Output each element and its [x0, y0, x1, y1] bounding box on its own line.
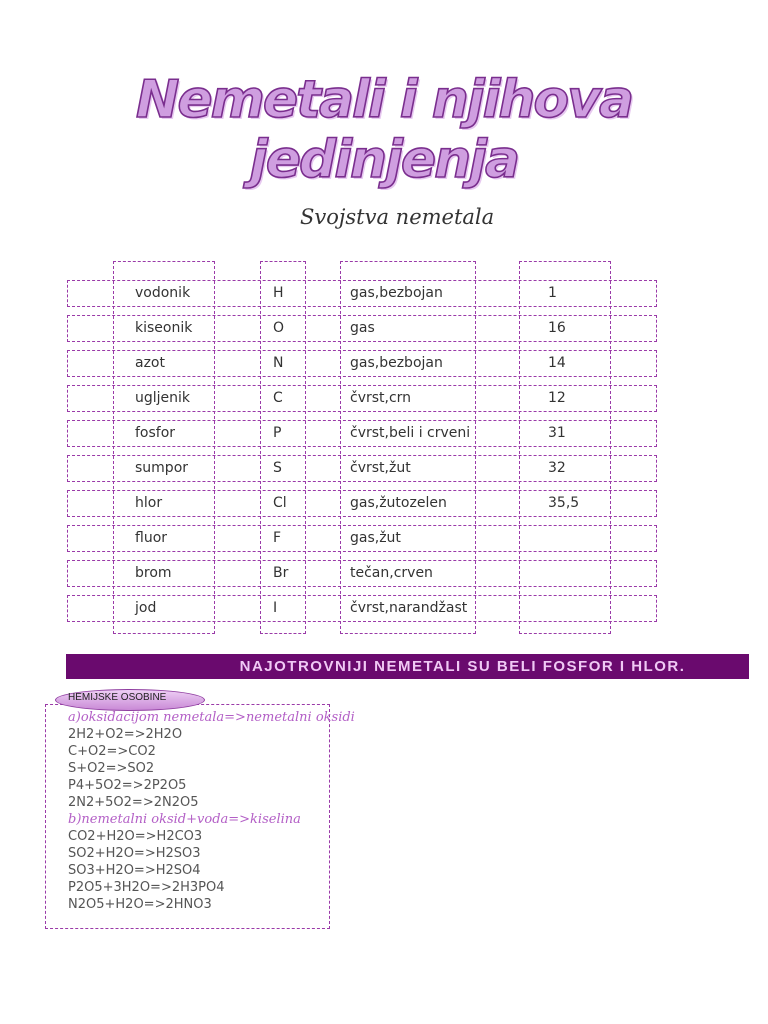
element-name: kiseonik — [135, 320, 193, 336]
element-name: jod — [135, 600, 157, 616]
element-property: gas,bezbojan — [350, 285, 443, 301]
reaction-equation: N2O5+H2O=>2HNO3 — [68, 897, 212, 912]
reaction-equation: P4+5O2=>2P2O5 — [68, 778, 187, 793]
element-property: gas,žut — [350, 530, 401, 546]
element-name: brom — [135, 565, 172, 581]
element-property: gas,bezbojan — [350, 355, 443, 371]
element-atomic-mass: 31 — [548, 425, 566, 441]
reaction-equation: CO2+H2O=>H2CO3 — [68, 829, 203, 844]
element-name: fluor — [135, 530, 168, 546]
element-atomic-mass: 35,5 — [548, 495, 580, 511]
element-atomic-mass: 14 — [548, 355, 566, 371]
reaction-equation: 2N2+5O2=>2N2O5 — [68, 795, 199, 810]
section-subtitle: Svojstva nemetala — [300, 205, 495, 229]
element-atomic-mass: 32 — [548, 460, 566, 476]
warning-banner: NAJOTROVNIJI NEMETALI SU BELI FOSFOR I HLOR. — [66, 654, 749, 679]
element-name: vodonik — [135, 285, 191, 301]
reaction-heading: b)nemetalni oksid+voda=>kiselina — [68, 812, 301, 827]
element-property: gas — [350, 320, 375, 336]
element-name: azot — [135, 355, 165, 371]
element-name: fosfor — [135, 425, 176, 441]
reaction-equation: S+O2=>SO2 — [68, 761, 155, 776]
element-property: čvrst,narandžast — [350, 600, 468, 616]
reaction-heading: a)oksidacijom nemetala=>nemetalni oksidi — [68, 710, 355, 725]
reaction-equation: SO3+H2O=>H2SO4 — [68, 863, 201, 878]
element-property: čvrst,crn — [350, 390, 412, 406]
reaction-equation: 2H2+O2=>2H2O — [68, 727, 183, 742]
element-symbol: H — [273, 285, 284, 301]
element-symbol: P — [273, 425, 282, 441]
reaction-equation: SO2+H2O=>H2SO3 — [68, 846, 201, 861]
element-property: gas,žutozelen — [350, 495, 447, 511]
element-property: čvrst,žut — [350, 460, 411, 476]
element-symbol: C — [273, 390, 283, 406]
page-title: Nemetali i njihova jedinjenja — [135, 70, 633, 190]
chemical-properties-label: HEMIJSKE OSOBINE — [68, 692, 167, 703]
element-atomic-mass: 16 — [548, 320, 566, 336]
element-symbol: I — [273, 600, 278, 616]
element-name: hlor — [135, 495, 163, 511]
reaction-equation: P2O5+3H2O=>2H3PO4 — [68, 880, 225, 895]
element-symbol: N — [273, 355, 284, 371]
element-property: tečan,crven — [350, 565, 433, 581]
element-symbol: Br — [273, 565, 289, 581]
reaction-equation: C+O2=>CO2 — [68, 744, 156, 759]
element-name: sumpor — [135, 460, 189, 476]
element-property: čvrst,beli i crveni — [350, 425, 471, 441]
element-symbol: O — [273, 320, 285, 336]
element-symbol: Cl — [273, 495, 287, 511]
element-symbol: F — [273, 530, 282, 546]
element-atomic-mass: 1 — [548, 285, 557, 301]
element-atomic-mass: 12 — [548, 390, 566, 406]
element-name: ugljenik — [135, 390, 191, 406]
element-symbol: S — [273, 460, 282, 476]
